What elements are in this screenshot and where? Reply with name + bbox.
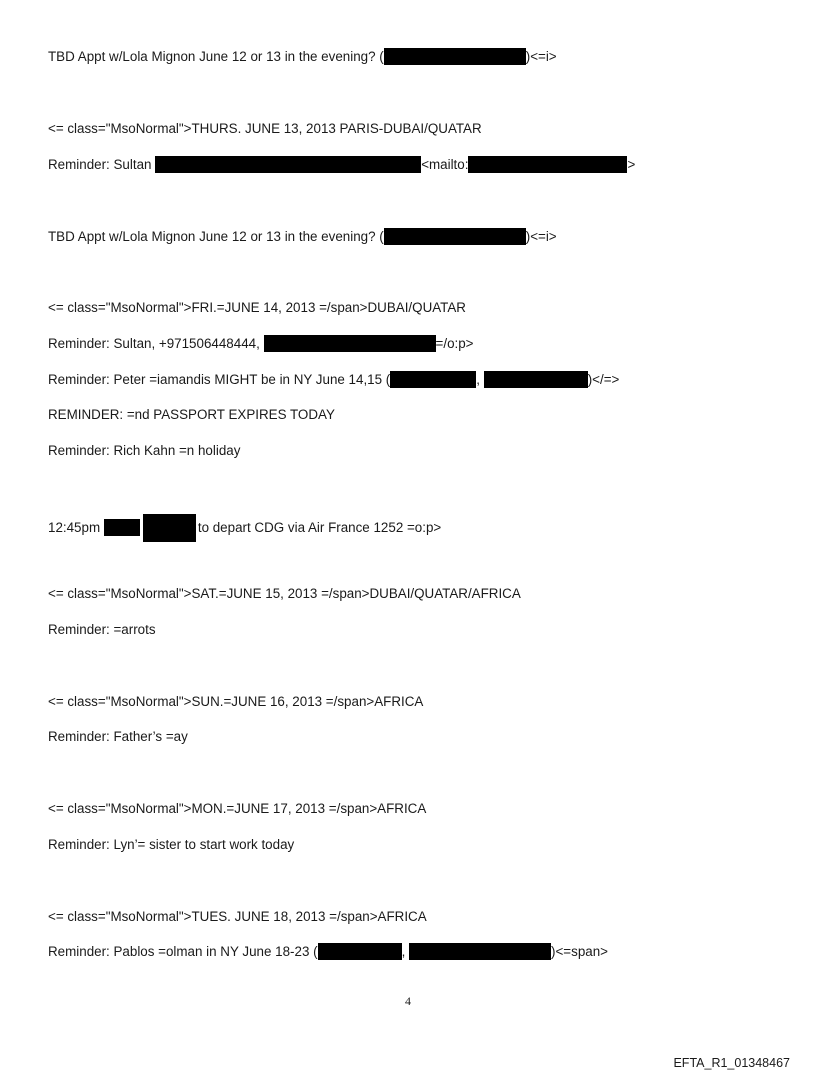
redaction-block bbox=[104, 519, 140, 536]
reminder-peter: Reminder: Peter =iamandis MIGHT be in NY June 14,15 ( , )</=> bbox=[48, 372, 620, 387]
redaction-block bbox=[384, 48, 526, 65]
redaction-block bbox=[409, 943, 551, 960]
redaction-block bbox=[390, 371, 476, 388]
redaction-block bbox=[264, 335, 436, 352]
redaction-block bbox=[384, 228, 526, 245]
day-heading-june-16: <= class="MsoNormal">SUN.=JUNE 16, 2013 =/span>AFRICA bbox=[48, 694, 424, 709]
day-heading-june-18: <= class="MsoNormal">TUES. JUNE 18, 2013 =/span>AFRICA bbox=[48, 909, 427, 924]
reminder-carrots: Reminder: =arrots bbox=[48, 622, 156, 637]
redaction-block bbox=[143, 514, 196, 542]
reminder-sultan-phone: Reminder: Sultan, +971506448444, =/o:p> bbox=[48, 336, 474, 351]
document-id: EFTA_R1_01348467 bbox=[673, 1056, 790, 1070]
reminder-lyn-sister: Reminder: Lyn’= sister to start work today bbox=[48, 837, 295, 852]
reminder-pablos: Reminder: Pablos =olman in NY June 18-23 ( , )<=span> bbox=[48, 944, 608, 959]
reminder-fathers-day: Reminder: Father’s =ay bbox=[48, 729, 188, 744]
redaction-block bbox=[468, 156, 627, 173]
note-line-lola-appt-2: TBD Appt w/Lola Mignon June 12 or 13 in the evening? ( )<=i> bbox=[48, 229, 557, 244]
day-heading-june-15: <= class="MsoNormal">SAT.=JUNE 15, 2013 =/span>DUBAI/QUATAR/AFRICA bbox=[48, 586, 521, 601]
redaction-block bbox=[155, 156, 421, 173]
reminder-rich-kahn: Reminder: Rich Kahn =n holiday bbox=[48, 443, 241, 458]
reminder-passport: REMINDER: =nd PASSPORT EXPIRES TODAY bbox=[48, 407, 335, 422]
reminder-sultan-mailto: Reminder: Sultan <mailto: > bbox=[48, 157, 636, 172]
redaction-block bbox=[318, 943, 402, 960]
flight-departure-line: 12:45pm to depart CDG via Air France 1252 =o:p> bbox=[48, 514, 441, 532]
redaction-block bbox=[484, 371, 588, 388]
page-number: 4 bbox=[405, 994, 411, 1008]
note-line-lola-appt-1: TBD Appt w/Lola Mignon June 12 or 13 in the evening? ( )<=i> bbox=[48, 49, 557, 64]
day-heading-june-17: <= class="MsoNormal">MON.=JUNE 17, 2013 =/span>AFRICA bbox=[48, 801, 427, 816]
day-heading-june-14: <= class="MsoNormal">FRI.=JUNE 14, 2013 =/span>DUBAI/QUATAR bbox=[48, 300, 466, 315]
day-heading-june-13: <= class="MsoNormal">THURS. JUNE 13, 2013 PARIS-DUBAI/QUATAR bbox=[48, 121, 482, 136]
